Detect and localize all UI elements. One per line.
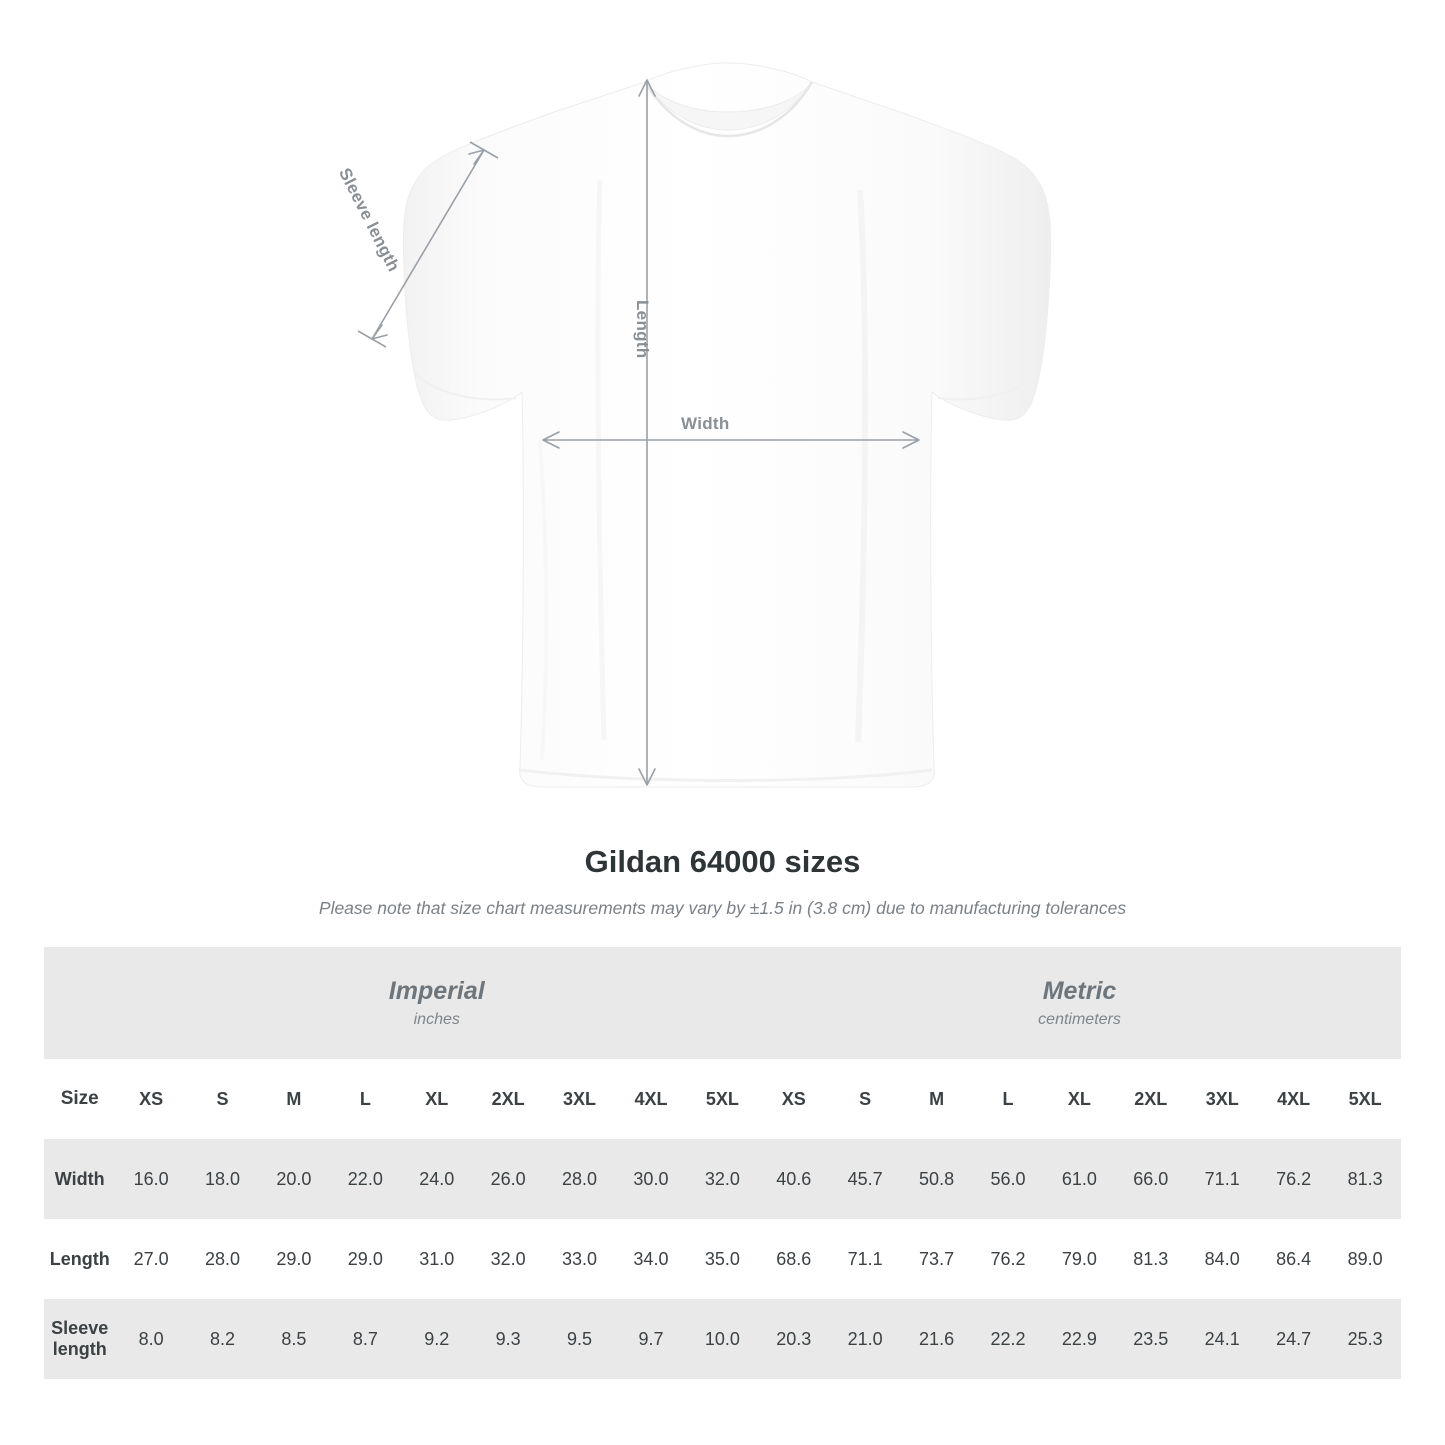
unit-sub-metric: centimeters bbox=[1038, 1011, 1121, 1029]
cell-width: 28.0 bbox=[544, 1139, 615, 1219]
size-header-cell: L bbox=[972, 1059, 1043, 1139]
unit-header-metric bbox=[758, 947, 1401, 1059]
width-dimension-label: Width bbox=[681, 414, 730, 433]
row-label-width: Width bbox=[44, 1139, 115, 1219]
tolerance-note: Please note that size chart measurements may vary by ±1.5 in (3.8 cm) due to manufacturing tolerances bbox=[318, 898, 1127, 918]
table-row bbox=[44, 1299, 1401, 1379]
cell-sleeve-length: 8.0 bbox=[115, 1299, 186, 1379]
cell-sleeve-length: 20.3 bbox=[758, 1299, 829, 1379]
cell-length: 28.0 bbox=[187, 1219, 258, 1299]
cell-length: 34.0 bbox=[615, 1219, 686, 1299]
cell-width: 81.3 bbox=[1329, 1139, 1401, 1219]
cell-width: 50.8 bbox=[901, 1139, 972, 1219]
row-label-length: Length bbox=[44, 1219, 115, 1299]
size-header-cell: 2XL bbox=[1115, 1059, 1186, 1139]
cell-width: 61.0 bbox=[1044, 1139, 1115, 1219]
cell-sleeve-length: 10.0 bbox=[687, 1299, 758, 1379]
size-header-cell: L bbox=[330, 1059, 401, 1139]
cell-sleeve-length: 21.6 bbox=[901, 1299, 972, 1379]
sleeve-length-dimension-label: Sleeve length bbox=[335, 165, 404, 275]
cell-length: 89.0 bbox=[1329, 1219, 1401, 1299]
unit-header-imperial bbox=[115, 947, 758, 1059]
cell-width: 40.6 bbox=[758, 1139, 829, 1219]
title-block bbox=[0, 844, 1445, 919]
cell-sleeve-length: 9.7 bbox=[615, 1299, 686, 1379]
unit-header-row bbox=[44, 947, 1401, 1059]
cell-width: 32.0 bbox=[687, 1139, 758, 1219]
cell-length: 29.0 bbox=[330, 1219, 401, 1299]
cell-width: 71.1 bbox=[1187, 1139, 1258, 1219]
cell-sleeve-length: 8.5 bbox=[258, 1299, 329, 1379]
cell-width: 24.0 bbox=[401, 1139, 472, 1219]
size-header-cell: M bbox=[258, 1059, 329, 1139]
cell-length: 29.0 bbox=[258, 1219, 329, 1299]
cell-width: 18.0 bbox=[187, 1139, 258, 1219]
size-header-cell: 5XL bbox=[1329, 1059, 1401, 1139]
size-chart-body bbox=[44, 947, 1401, 1379]
cell-sleeve-length: 23.5 bbox=[1115, 1299, 1186, 1379]
length-dimension-label: Length bbox=[633, 300, 652, 359]
size-header-cell: 3XL bbox=[544, 1059, 615, 1139]
cell-length: 79.0 bbox=[1044, 1219, 1115, 1299]
size-header-cell: 4XL bbox=[615, 1059, 686, 1139]
cell-length: 35.0 bbox=[687, 1219, 758, 1299]
cell-length: 73.7 bbox=[901, 1219, 972, 1299]
cell-width: 45.7 bbox=[829, 1139, 900, 1219]
cell-width: 22.0 bbox=[330, 1139, 401, 1219]
cell-width: 30.0 bbox=[615, 1139, 686, 1219]
table-row bbox=[44, 1219, 1401, 1299]
unit-header-spacer bbox=[44, 947, 115, 1059]
cell-sleeve-length: 9.5 bbox=[544, 1299, 615, 1379]
cell-sleeve-length: 22.9 bbox=[1044, 1299, 1115, 1379]
cell-sleeve-length: 22.2 bbox=[972, 1299, 1043, 1379]
cell-width: 16.0 bbox=[115, 1139, 186, 1219]
size-header-cell: S bbox=[829, 1059, 900, 1139]
cell-width: 66.0 bbox=[1115, 1139, 1186, 1219]
cell-length: 27.0 bbox=[115, 1219, 186, 1299]
cell-sleeve-length: 8.7 bbox=[330, 1299, 401, 1379]
cell-length: 76.2 bbox=[972, 1219, 1043, 1299]
cell-sleeve-length: 24.7 bbox=[1258, 1299, 1329, 1379]
cell-width: 56.0 bbox=[972, 1139, 1043, 1219]
size-header-cell: XL bbox=[1044, 1059, 1115, 1139]
size-header-cell: 3XL bbox=[1187, 1059, 1258, 1139]
size-chart-table-wrapper bbox=[0, 947, 1445, 1379]
size-header-cell: XS bbox=[758, 1059, 829, 1139]
cell-length: 71.1 bbox=[829, 1219, 900, 1299]
cell-length: 32.0 bbox=[472, 1219, 543, 1299]
cell-length: 81.3 bbox=[1115, 1219, 1186, 1299]
size-header-row bbox=[44, 1059, 1401, 1139]
cell-sleeve-length: 25.3 bbox=[1329, 1299, 1401, 1379]
cell-length: 33.0 bbox=[544, 1219, 615, 1299]
cell-width: 26.0 bbox=[472, 1139, 543, 1219]
unit-name-metric: Metric bbox=[1042, 976, 1117, 1005]
size-chart-table bbox=[44, 947, 1401, 1379]
cell-sleeve-length: 9.3 bbox=[472, 1299, 543, 1379]
unit-sub-imperial: inches bbox=[413, 1011, 460, 1029]
size-header-cell: S bbox=[187, 1059, 258, 1139]
page-title: Gildan 64000 sizes bbox=[584, 844, 861, 879]
size-header-cell: M bbox=[901, 1059, 972, 1139]
cell-length: 84.0 bbox=[1187, 1219, 1258, 1299]
cell-sleeve-length: 21.0 bbox=[829, 1299, 900, 1379]
size-header-cell: 4XL bbox=[1258, 1059, 1329, 1139]
cell-sleeve-length: 9.2 bbox=[401, 1299, 472, 1379]
size-header-label: Size bbox=[44, 1059, 115, 1139]
unit-name-imperial: Imperial bbox=[388, 976, 485, 1005]
cell-length: 68.6 bbox=[758, 1219, 829, 1299]
size-header-cell: XS bbox=[115, 1059, 186, 1139]
cell-width: 20.0 bbox=[258, 1139, 329, 1219]
cell-sleeve-length: 8.2 bbox=[187, 1299, 258, 1379]
cell-sleeve-length: 24.1 bbox=[1187, 1299, 1258, 1379]
row-label-sleeve-length: Sleeve length bbox=[44, 1299, 115, 1379]
cell-length: 31.0 bbox=[401, 1219, 472, 1299]
table-row bbox=[44, 1139, 1401, 1219]
size-header-cell: 2XL bbox=[472, 1059, 543, 1139]
cell-width: 76.2 bbox=[1258, 1139, 1329, 1219]
size-header-cell: 5XL bbox=[687, 1059, 758, 1139]
size-header-cell: XL bbox=[401, 1059, 472, 1139]
cell-length: 86.4 bbox=[1258, 1219, 1329, 1299]
